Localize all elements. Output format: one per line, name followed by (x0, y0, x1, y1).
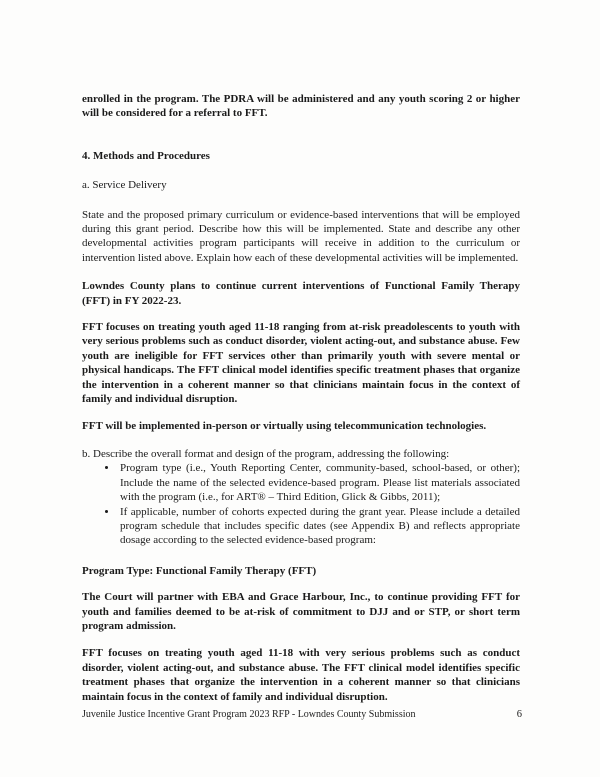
page-number: 6 (516, 709, 522, 720)
paragraph-lowndes-plan: Lowndes County plans to continue current interventions of Functional Family Therapy (FFT) in FY 2022-23. (82, 280, 520, 307)
bullet-program-type: • Program type (i.e., Youth Reporting Center, community-based, school-based, or other); Include the name of the selected evidence-based program. Please list materials associated with the program (i.e., for ART® – Third Edition, Glick & Gibbs, 2011); (118, 461, 520, 504)
heading-methods-and-procedures: 4. Methods and Procedures (82, 149, 210, 162)
subheading-format-design: b. Describe the overall format and design of the program, addressing the following: (82, 447, 450, 460)
paragraph-pdra-referral: enrolled in the program. The PDRA will be administered and any youth scoring 2 or higher will be considered for a referral to FFT. (82, 93, 520, 120)
paragraph-service-delivery-instructions: State and the proposed primary curriculum or evidence-based interventions that will be employed during this grant period. Describe how this will be implemented. State and describe any other developmental activities program participants will receive in addition to the curriculum or intervention listed above. Explain how each of these developmental activities will be implemented. (82, 208, 520, 264)
subheading-service-delivery: a. Service Delivery (82, 179, 167, 192)
paragraph-fft-description: FFT focuses on treating youth aged 11-18 ranging from at-risk preadolescents to youth with very serious problems such as conduct disorder, violent acting-out, and substance abuse. Few youth are ineligible for FFT services other than primarily youth with severe mental or physical handicaps. The FFT clinical model identifies specific treatment phases that organize the intervention in a coherent manner so that clinicians maintain focus in the context of family and individual disruption. (82, 321, 520, 406)
document-content (82, 92, 520, 704)
bullet-list (82, 461, 520, 547)
paragraph-court-partner: The Court will partner with EBA and Grace Harbour, Inc., to continue providing FFT for youth and families deemed to be at-risk of commitment to DJJ and or STP, or short term program admission. (82, 591, 520, 632)
bullet-cohorts-schedule: • If applicable, number of cohorts expected during the grant year. Please include a detailed program schedule that includes specific dates (see Appendix B) and reflects appropriate dosage according to the selected evidence-based program: (118, 505, 520, 548)
footer-text: Juvenile Justice Incentive Grant Program 2023 RFP - Lowndes County Submission (82, 709, 416, 720)
paragraph-fft-implementation: FFT will be implemented in-person or virtually using telecommunication technologies. (82, 419, 487, 432)
paragraph-fft-description-2: FFT focuses on treating youth aged 11-18 with very serious problems such as conduct disorder, violent acting-out, and substance abuse. The FFT clinical model identifies specific treatment phases that organize the intervention in a coherent manner so that clinicians maintain focus in the context of family and individual disruption. (82, 647, 520, 703)
paragraph-program-type: Program Type: Functional Family Therapy (FFT) (82, 564, 317, 577)
page-footer (82, 709, 522, 720)
